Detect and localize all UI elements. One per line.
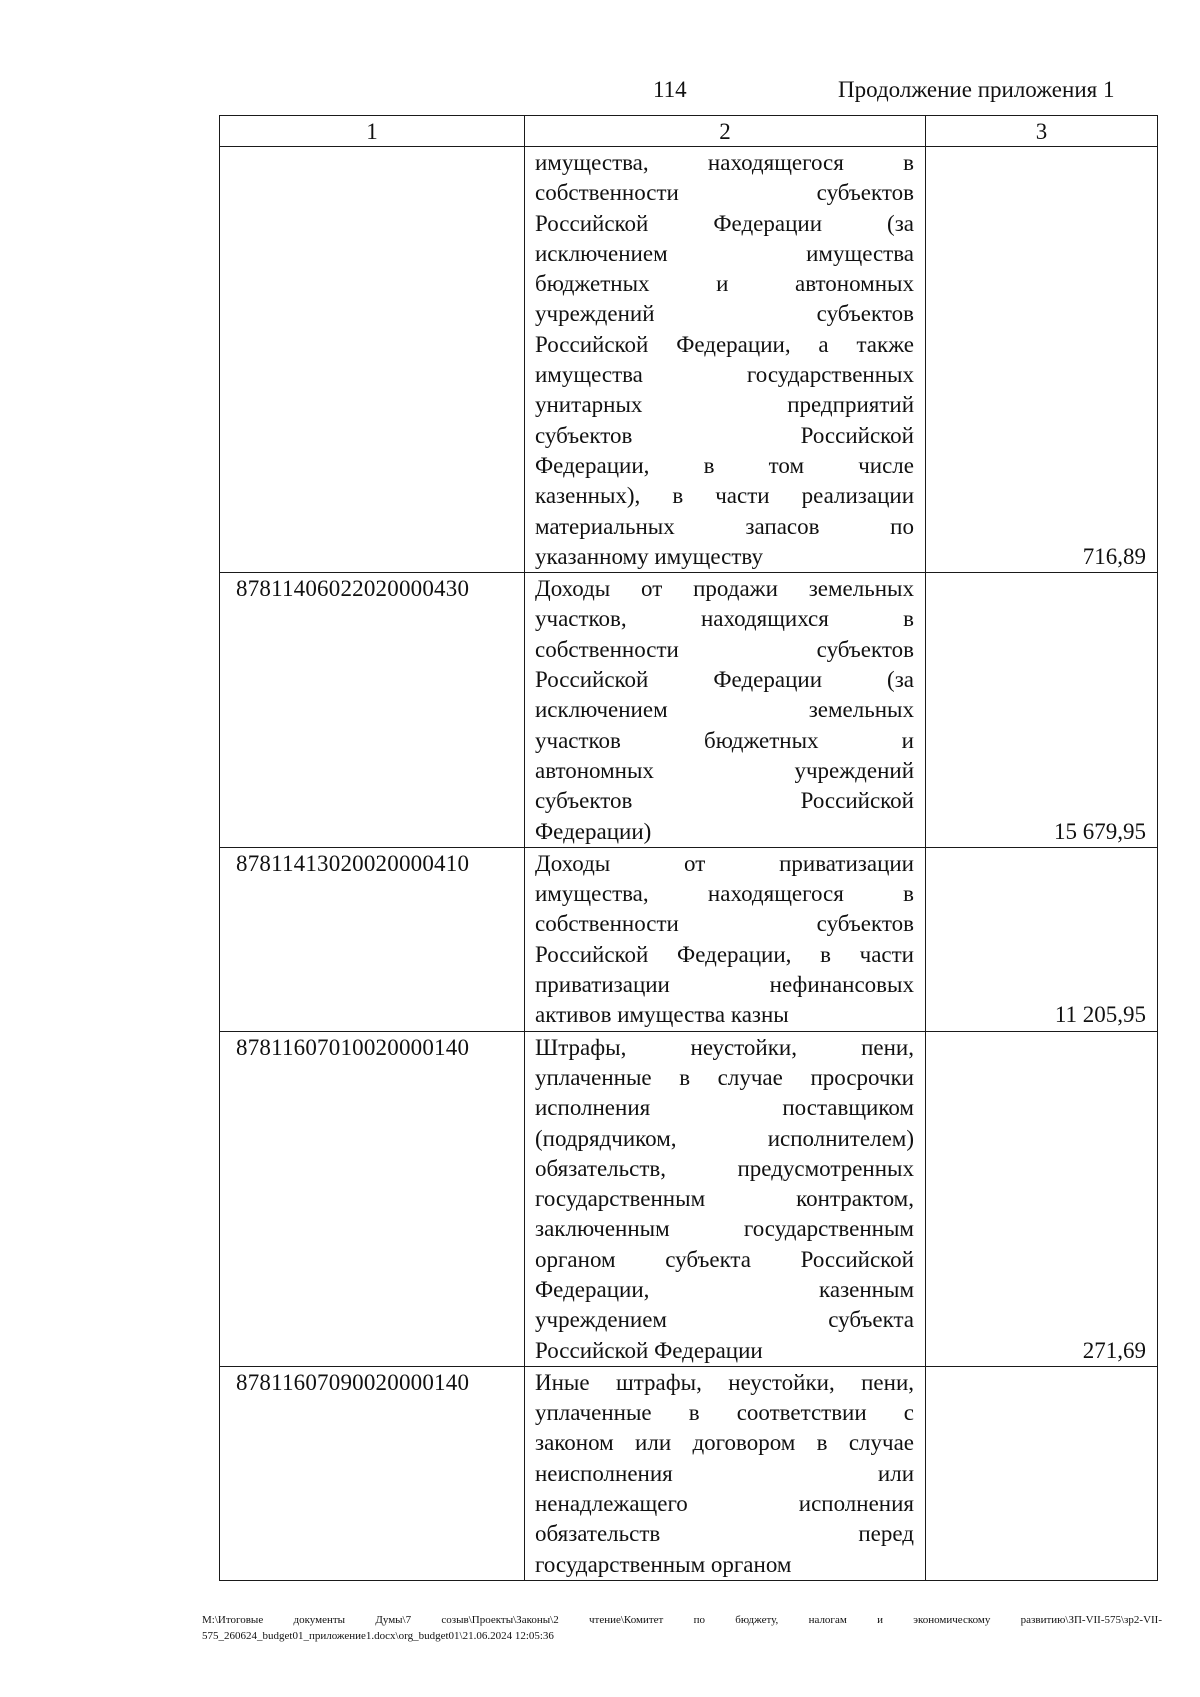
table-row (220, 147, 1158, 573)
income-name-cell (525, 147, 926, 573)
column-header-code: 1 (220, 116, 525, 147)
continuation-label: Продолжение приложения 1 (838, 77, 1115, 102)
income-name-line: Федерации) (535, 818, 652, 844)
income-name-line: учреждением субъекта (535, 1307, 914, 1333)
income-name-line: активов имущества казны (535, 1002, 789, 1028)
income-name-line: исключением имущества (535, 240, 914, 266)
income-name-line: обязательств, предусмотренных (535, 1155, 914, 1181)
income-name-line: собственности субъектов (535, 180, 914, 206)
income-name-line: собственности субъектов (535, 911, 914, 937)
income-name-line: уплаченные в случае просрочки (535, 1064, 914, 1090)
income-name-cell (525, 847, 926, 1031)
income-name-line: государственным органом (535, 1551, 792, 1577)
amount-cell: 716,89 (926, 147, 1158, 573)
income-name-line: Федерации, казенным (535, 1276, 914, 1302)
table-row (220, 573, 1158, 848)
income-name-line: исполнения поставщиком (535, 1095, 914, 1121)
column-header-amount: 3 (926, 116, 1158, 147)
income-name-line: Российской Федерации (за (535, 210, 914, 236)
income-name-line: имущества государственных (535, 362, 914, 388)
budget-code-cell (220, 147, 525, 573)
budget-code-cell: 87811413020020000410 (220, 847, 525, 1031)
income-name-line: субъектов Российской (535, 788, 914, 814)
income-name-line: ненадлежащего исполнения (535, 1491, 914, 1517)
income-name-cell (525, 573, 926, 848)
table-row (220, 847, 1158, 1031)
income-name-line: учреждений субъектов (535, 301, 914, 327)
income-name-line: казенных), в части реализации (535, 483, 914, 509)
income-name-line: собственности субъектов (535, 636, 914, 662)
income-name-line: Российской Федерации, а также (535, 331, 914, 357)
income-name-line: унитарных предприятий (535, 392, 914, 418)
income-name-cell (525, 1031, 926, 1366)
amount-cell: 11 205,95 (926, 847, 1158, 1031)
table-row (220, 1366, 1158, 1580)
income-name-line: Доходы от продажи земельных (535, 576, 914, 602)
income-name-line: обязательств перед (535, 1521, 914, 1547)
budget-code-cell: 87811406022020000430 (220, 573, 525, 848)
amount-cell (926, 1366, 1158, 1580)
income-name-line: (подрядчиком, исполнителем) (535, 1125, 914, 1151)
income-name-line: приватизации нефинансовых (535, 972, 914, 998)
income-name-line: материальных запасов по (535, 513, 914, 539)
file-path-footer: M:\Итоговые документы Думы\7 созыв\Проекты\Законы\2 чтение\Комитет по бюджету, налогам и экономическому развитию\ЗП-VII-575\зр2-VII-575_260624_budget01_приложение1.docx\org_budget01\21.06.2024 12:05:36 (202, 1614, 1162, 1642)
income-name-line: бюджетных и автономных (535, 271, 914, 297)
income-name-line: законом или договором в случае (535, 1430, 914, 1456)
income-name-line: органом субъекта Российской (535, 1246, 914, 1272)
income-name-line: уплаченные в соответствии с (535, 1400, 914, 1426)
income-name-line: субъектов Российской (535, 422, 914, 448)
income-name-line: Российской Федерации (за (535, 667, 914, 693)
income-name-line: Российской Федерации (535, 1337, 763, 1363)
income-name-line: участков, находящихся в (535, 606, 914, 632)
income-name-line: автономных учреждений (535, 757, 914, 783)
income-name-cell (525, 1366, 926, 1580)
budget-code-cell: 87811607090020000140 (220, 1366, 525, 1580)
amount-cell: 15 679,95 (926, 573, 1158, 848)
income-name-line: Доходы от приватизации (535, 850, 914, 876)
column-header-name: 2 (525, 116, 926, 147)
amount-cell: 271,69 (926, 1031, 1158, 1366)
income-name-line: государственным контрактом, (535, 1186, 914, 1212)
income-name-line: Штрафы, неустойки, пени, (535, 1034, 914, 1060)
income-name-line: указанному имуществу (535, 543, 764, 569)
income-name-line: Российской Федерации, в части (535, 941, 914, 967)
table-header-row (220, 116, 1158, 147)
page-number: 114 (653, 77, 687, 102)
income-name-line: неисполнения или (535, 1460, 914, 1486)
income-name-line: исключением земельных (535, 697, 914, 723)
income-name-line: Иные штрафы, неустойки, пени, (535, 1369, 914, 1395)
income-name-line: имущества, находящегося в (535, 881, 914, 907)
table-row (220, 1031, 1158, 1366)
income-name-line: участков бюджетных и (535, 727, 914, 753)
income-name-line: Федерации, в том числе (535, 452, 914, 478)
income-table (219, 115, 1158, 1581)
budget-code-cell: 87811607010020000140 (220, 1031, 525, 1366)
income-name-line: имущества, находящегося в (535, 150, 914, 175)
income-name-line: заключенным государственным (535, 1216, 914, 1242)
